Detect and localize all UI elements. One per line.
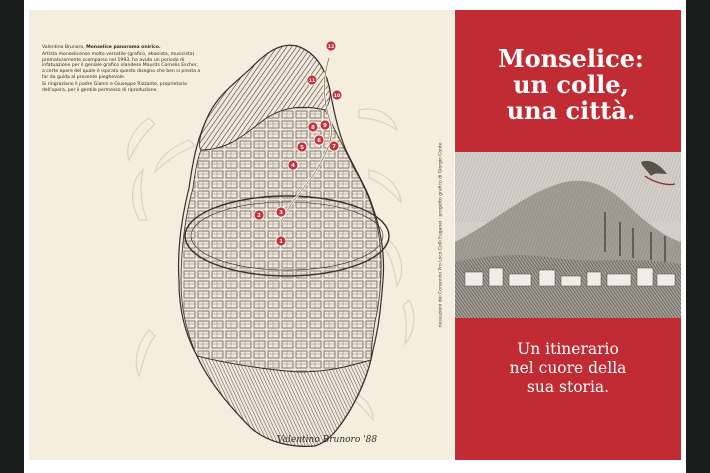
svg-text:7: 7 bbox=[332, 144, 336, 150]
svg-text:5: 5 bbox=[300, 145, 304, 151]
left-dark-border bbox=[0, 0, 24, 473]
cloud-swirl bbox=[403, 300, 414, 344]
vertical-publisher-credit: riessuzioni del Consorzio Pro Loco Colli Euganei · progetto grafico di Giorgio Conte bbox=[438, 142, 444, 328]
cover-title bbox=[471, 46, 671, 124]
historic-engraving-image bbox=[455, 152, 681, 318]
oneiric-map-illustration bbox=[29, 10, 454, 460]
engraving-house bbox=[587, 272, 601, 286]
map-marker-9 bbox=[320, 120, 330, 130]
map-marker-5 bbox=[297, 142, 307, 152]
svg-text:10: 10 bbox=[333, 94, 341, 99]
credit-thanks: Si ringraziano il padre Gianni e Giuseppe Rizzante, proprietario dell'opera, per il gentile permesso di riproduzione. bbox=[42, 81, 187, 93]
svg-text:1: 1 bbox=[279, 239, 283, 245]
engraving-house bbox=[637, 268, 653, 286]
artist-signature: Valentino Brunoro '88 bbox=[277, 435, 378, 445]
subtitle-line-2: nel cuore della bbox=[509, 359, 627, 377]
engraving-house bbox=[657, 274, 675, 286]
map-marker-2 bbox=[254, 210, 264, 220]
map-marker-1 bbox=[276, 236, 286, 246]
cloud-swirl bbox=[133, 170, 147, 220]
engraving-foreground bbox=[455, 255, 681, 318]
brochure-spread bbox=[29, 10, 681, 460]
back-panel bbox=[29, 10, 454, 460]
cloud-swirl bbox=[359, 109, 397, 130]
credit-biography: Artista monselicense molto versatile (grafico, ebanista, musicista) prematuramente scomparso nel 1993, ha avuto un periodo di infatuazione per il geniale grafico olandese Maurits Cornelis Escher, a certe opere del quale è ispirato questo disegno che ben si presta a far da guida al presente pieghevole. bbox=[42, 51, 201, 80]
engraving-house bbox=[509, 274, 531, 286]
map-marker-6 bbox=[314, 135, 324, 145]
map-marker-8 bbox=[308, 122, 318, 132]
engraving-house bbox=[561, 276, 581, 286]
map-marker-11 bbox=[307, 75, 317, 85]
title-line-2: un colle, bbox=[513, 70, 629, 99]
subtitle-line-3: sua storia. bbox=[526, 378, 610, 396]
cloud-swirl bbox=[128, 118, 155, 160]
cloud-swirl bbox=[369, 170, 401, 202]
credit-artist-name: Valentino Brunoro, bbox=[42, 45, 85, 50]
svg-text:4: 4 bbox=[291, 163, 295, 169]
map-marker-12 bbox=[326, 41, 336, 51]
cloud-swirl bbox=[136, 330, 155, 376]
engraving-drawing bbox=[455, 152, 681, 318]
svg-text:2: 2 bbox=[257, 213, 261, 219]
engraving-house bbox=[607, 274, 631, 286]
svg-text:12: 12 bbox=[327, 45, 335, 50]
engraving-house bbox=[489, 268, 503, 286]
svg-text:9: 9 bbox=[323, 123, 327, 129]
title-line-3: una città. bbox=[506, 96, 636, 125]
front-cover bbox=[455, 10, 681, 460]
map-marker-4 bbox=[288, 160, 298, 170]
title-line-1: Monselice: bbox=[498, 44, 644, 73]
svg-text:8: 8 bbox=[311, 125, 315, 131]
right-dark-border bbox=[686, 0, 710, 473]
svg-text:3: 3 bbox=[279, 210, 283, 216]
engraving-house bbox=[539, 270, 555, 286]
map-marker-10 bbox=[332, 90, 342, 100]
svg-text:6: 6 bbox=[317, 138, 321, 144]
map-marker-3 bbox=[276, 207, 286, 217]
cover-subtitle bbox=[465, 340, 671, 397]
subtitle-line-1: Un itinerario bbox=[517, 340, 619, 358]
engraving-house bbox=[465, 272, 483, 286]
svg-text:11: 11 bbox=[308, 79, 316, 84]
cloud-swirl bbox=[155, 140, 195, 172]
map-marker-7 bbox=[329, 141, 339, 151]
credit-work-title: Monselice panorama onirico. bbox=[86, 45, 161, 50]
map-drawing bbox=[29, 10, 454, 460]
